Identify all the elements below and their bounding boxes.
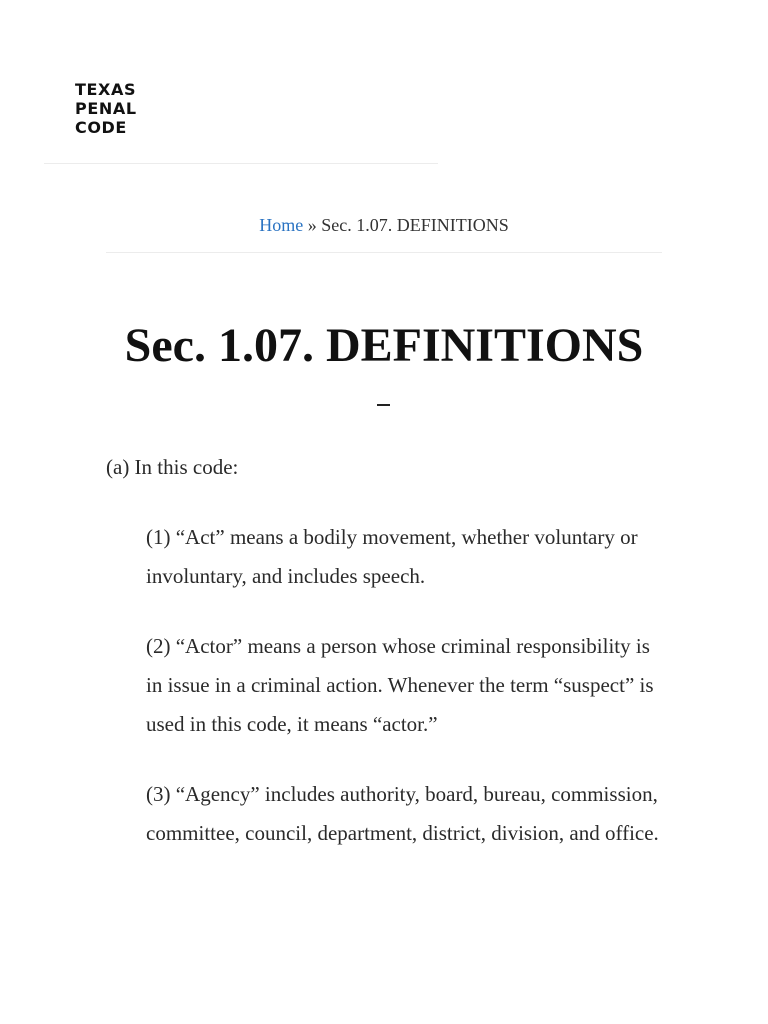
- intro-paragraph: (a) In this code:: [106, 455, 239, 479]
- definition-item-agency: (3) “Agency” includes authority, board, bureau, commission, committee, council, department, district, division, and office.: [146, 782, 659, 845]
- breadcrumb-home-link[interactable]: Home: [259, 215, 304, 235]
- site-header: [44, 0, 438, 164]
- site-logo-link[interactable]: [75, 80, 137, 137]
- logo-line-2: PENAL: [75, 99, 137, 118]
- breadcrumb: [106, 212, 662, 253]
- logo-line-1: TEXAS: [75, 80, 137, 99]
- page-title: Sec. 1.07. DEFINITIONS: [124, 319, 644, 372]
- breadcrumb-separator: »: [307, 215, 322, 235]
- title-divider: [377, 404, 390, 406]
- breadcrumb-current: Sec. 1.07. DEFINITIONS: [321, 215, 509, 235]
- definition-item-actor: (2) “Actor” means a person whose criminal responsibility is in issue in a criminal action. Whenever the term “suspect” is used in this code, it means “actor.”: [146, 634, 654, 736]
- definition-item-act: (1) “Act” means a bodily movement, whether voluntary or involuntary, and includes speech.: [146, 525, 638, 588]
- logo-line-3: CODE: [75, 118, 127, 137]
- article-content: [106, 448, 666, 884]
